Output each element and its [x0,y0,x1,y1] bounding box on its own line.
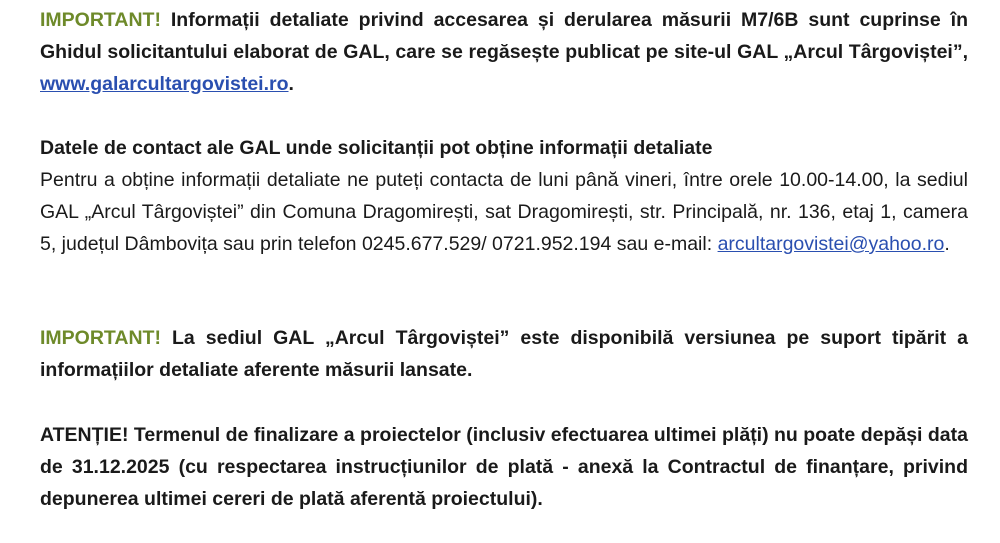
important-label: IMPORTANT! [40,9,161,31]
website-link[interactable]: www.galarcultargovistei.ro [40,73,289,95]
contact-end: . [944,233,950,255]
printed-text: La sediul GAL „Arcul Târgoviștei” este disponibilă versiunea pe suport tipărit a informațiilor detaliate aferente măsurii lansate. [40,327,968,381]
contact-text: Pentru a obține informații detaliate ne puteți contacta de luni până vineri, între orele 10.00-14.00, la sediul GAL „Arcul Târgoviștei” din Comuna Dragomirești, sat Dragomirești, str. Principală, nr. 136, etaj 1, camera 5, județul Dâmbovița sau prin telefon 0245.677.529/ 0721.952.194 sau e-mail: [40,169,968,255]
contact-heading: Datele de contact ale GAL unde solicitanții pot obține informații detaliate [40,137,713,159]
email-link[interactable]: arcultargovistei@yahoo.ro [717,233,945,255]
important-label: IMPORTANT! [40,327,161,349]
contact-paragraph [40,164,968,260]
attention-label: ATENȚIE! [40,424,129,446]
guide-end: . [288,73,294,95]
important-printed-paragraph [40,322,968,386]
attention-paragraph [40,419,968,515]
attention-text: Termenul de finalizare a proiectelor (inclusiv efectuarea ultimei plăți) nu poate depăși data de 31.12.2025 (cu respectarea instrucțiunilor de plată - anexă la Contractul de finanțare, privind depunerea ultimei cereri de plată aferentă proiectului). [40,424,968,510]
important-guide-paragraph [40,4,968,100]
guide-text: Informații detaliate privind accesarea și derularea măsurii M7/6B sunt cuprinse în Ghidul solicitantului elaborat de GAL, care se regăsește publicat pe site-ul GAL „Arcul Târgoviștei”, [40,9,968,63]
